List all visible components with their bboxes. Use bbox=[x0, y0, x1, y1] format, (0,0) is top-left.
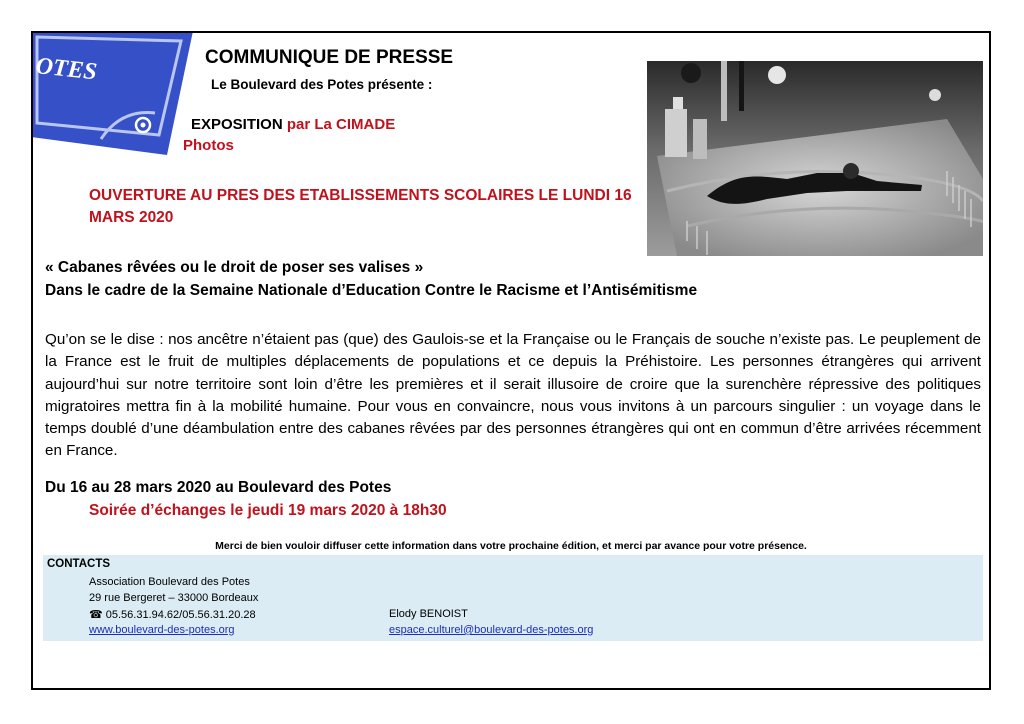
exhibition-dates: Du 16 au 28 mars 2020 au Boulevard des Potes bbox=[45, 479, 392, 496]
exhibition-type: Photos bbox=[183, 137, 234, 154]
exhibition-title: « Cabanes rêvées ou le droit de poser ses valises » bbox=[45, 259, 424, 276]
logo-text: OTES bbox=[34, 53, 99, 86]
exhibition-organizer: par La CIMADE bbox=[286, 116, 396, 133]
press-release-page bbox=[31, 31, 991, 690]
page-subtitle: Le Boulevard des Potes présente : bbox=[211, 77, 433, 92]
exhibition-label: EXPOSITION bbox=[191, 116, 283, 133]
contact-address: 29 rue Bergeret – 33000 Bordeaux bbox=[89, 592, 259, 604]
body-paragraph: Qu’on se le dise : nos ancêtre n’étaient pas (que) des Gaulois-se et la Française ou le Français de souche n’existe pas. Le peuplement de la France est le fruit de multiples déplacements de populations et ce depuis la Préhistoire. Les personnes étrangères qui arrivent aujourd’hui sur notre territoire sont loin d’être les premières et il serait illusoire de croire que la surenchère répressive des politiques migratoires mettra fin à la mobilité humaine. Pour vous en convaincre, nous vous invitons à un parcours singulier : un voyage dans le temps doublé d’une déambulation entre des cabanes rêvées par des personnes étrangères qui ont en commun d’être arrivées récemment en France. bbox=[45, 331, 981, 460]
contacts-heading: CONTACTS bbox=[47, 558, 111, 570]
contacts-box bbox=[43, 555, 983, 641]
opening-announcement: OUVERTURE AU PRES DES ETABLISSEMENTS SCOLAIRES LE LUNDI 16 MARS 2020 bbox=[89, 187, 632, 226]
exhibition-heading bbox=[191, 116, 395, 133]
exhibition-photo bbox=[647, 61, 983, 256]
boulevard-des-potes-logo bbox=[31, 31, 199, 159]
contact-name: Elody BENOIST bbox=[389, 608, 468, 620]
contact-phone-row bbox=[89, 608, 256, 621]
evening-event: Soirée d’échanges le jeudi 19 mars 2020 à 18h30 bbox=[89, 502, 447, 519]
exhibition-context: Dans le cadre de la Semaine Nationale d’Education Contre le Racisme et l’Antisémitisme bbox=[45, 282, 698, 299]
website-link[interactable]: www.boulevard-des-potes.org bbox=[89, 624, 235, 636]
contact-organization: Association Boulevard des Potes bbox=[89, 576, 250, 588]
thanks-note: Merci de bien vouloir diffuser cette information dans votre prochaine édition, et merci par avance pour votre présence. bbox=[215, 540, 807, 552]
email-link[interactable]: espace.culturel@boulevard-des-potes.org bbox=[389, 624, 594, 636]
page-title: COMMUNIQUE DE PRESSE bbox=[205, 47, 454, 68]
phone-icon: ☎ bbox=[89, 609, 103, 621]
contact-phone: 05.56.31.94.62/05.56.31.20.28 bbox=[105, 609, 256, 621]
